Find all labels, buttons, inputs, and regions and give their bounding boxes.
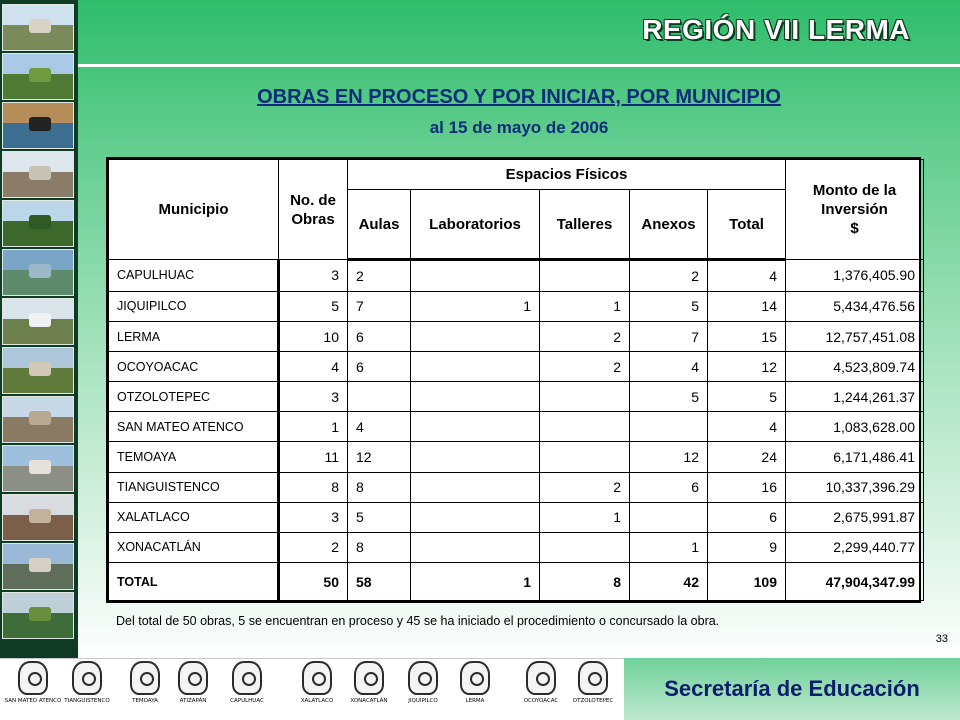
cell-municipio-total: TOTAL [109, 563, 279, 601]
logo-label: JIQUIPILCO [408, 698, 438, 704]
cell-talleres [540, 382, 630, 412]
secretaria-label: Secretaría de Educación [624, 658, 960, 720]
cell-anexos: 5 [630, 291, 708, 321]
logo-ocoyoacac [512, 661, 570, 717]
cell-talleres: 2 [540, 352, 630, 382]
cell-aulas: 8 [348, 532, 411, 562]
logo-label: LERMA [465, 698, 485, 704]
cell-total: 24 [708, 442, 786, 472]
cell-laboratorios [411, 322, 540, 352]
cell-talleres [540, 412, 630, 442]
cell-obras: 8 [279, 472, 348, 502]
logo-otzolotepec [564, 661, 622, 717]
header-divider [78, 64, 960, 67]
logo-label: XALATLACO [300, 698, 334, 704]
cell-monto-total: 47,904,347.99 [786, 563, 924, 601]
cell-monto: 5,434,476.56 [786, 291, 924, 321]
cell-obras: 4 [279, 352, 348, 382]
jiquipilco-glyph-icon [408, 661, 438, 695]
header-laboratorios: Laboratorios [411, 190, 540, 260]
cell-aulas: 12 [348, 442, 411, 472]
cell-total: 4 [708, 412, 786, 442]
logo-capulhuac [218, 661, 276, 717]
cell-municipio: TIANGUISTENCO [109, 472, 279, 502]
header-monto-currency: $ [850, 220, 859, 237]
region-title: REGIÓN VII LERMA [642, 14, 910, 45]
slide-title: OBRAS EN PROCESO Y POR INICIAR, POR MUNICIPIO [257, 86, 781, 108]
cell-municipio: XALATLACO [109, 502, 279, 532]
cell-laboratorios-total: 1 [411, 563, 540, 601]
cell-anexos: 6 [630, 472, 708, 502]
cell-obras: 1 [279, 412, 348, 442]
photo-landscape [2, 4, 74, 51]
header-municipio: Municipio [109, 160, 279, 260]
photo-landscape [2, 298, 74, 345]
logo-lerma [446, 661, 504, 717]
cell-obras: 10 [279, 322, 348, 352]
table-row [109, 291, 924, 321]
photo-landscape [2, 494, 74, 541]
cell-anexos-total: 42 [630, 563, 708, 601]
photo-landscape [2, 249, 74, 296]
header-monto [786, 160, 924, 260]
cell-municipio: CAPULHUAC [109, 260, 279, 292]
logo-label: XONACATLÁN [350, 698, 388, 704]
photo-landscape [2, 445, 74, 492]
cell-total: 16 [708, 472, 786, 502]
logo-label: OCOYOACAC [523, 698, 559, 704]
cell-aulas: 6 [348, 352, 411, 382]
cell-municipio: SAN MATEO ATENCO [109, 412, 279, 442]
logo-label: OTZOLOTEPEC [572, 698, 614, 704]
photo-strip [0, 0, 78, 658]
logo-label: ATIZAPÁN [179, 698, 207, 704]
logo-label: CAPULHUAC [230, 698, 264, 704]
table-row [109, 412, 924, 442]
cell-municipio: JIQUIPILCO [109, 291, 279, 321]
obras-table [106, 157, 921, 603]
cell-obras: 5 [279, 291, 348, 321]
lerma-glyph-icon [460, 661, 490, 695]
cell-total: 15 [708, 322, 786, 352]
cell-obras: 3 [279, 502, 348, 532]
header-obras: No. de Obras [279, 160, 348, 260]
cell-monto: 12,757,451.08 [786, 322, 924, 352]
cell-anexos: 2 [630, 260, 708, 292]
table-row [109, 260, 924, 292]
logo-label: TEMOAYA [132, 698, 158, 704]
cell-aulas [348, 382, 411, 412]
table-row [109, 472, 924, 502]
cell-monto: 4,523,809.74 [786, 352, 924, 382]
cell-talleres [540, 260, 630, 292]
cell-total: 12 [708, 352, 786, 382]
cell-talleres: 2 [540, 322, 630, 352]
header-espacios: Espacios Físicos [348, 160, 786, 190]
cell-laboratorios [411, 352, 540, 382]
cell-municipio: XONACATLÁN [109, 532, 279, 562]
cell-monto: 1,083,628.00 [786, 412, 924, 442]
cell-laboratorios: 1 [411, 291, 540, 321]
cell-laboratorios [411, 260, 540, 292]
cell-anexos: 12 [630, 442, 708, 472]
cell-aulas-total: 58 [348, 563, 411, 601]
xalatlaco-glyph-icon [302, 661, 332, 695]
photo-landscape [2, 592, 74, 639]
cell-aulas: 5 [348, 502, 411, 532]
tianguistenco-glyph-icon [72, 661, 102, 695]
table-row [109, 322, 924, 352]
table-row [109, 352, 924, 382]
cell-municipio: TEMOAYA [109, 442, 279, 472]
cell-obras: 3 [279, 382, 348, 412]
cell-aulas: 6 [348, 322, 411, 352]
table-row [109, 532, 924, 562]
logo-tianguistenco [58, 661, 116, 717]
ocoyoacac-glyph-icon [526, 661, 556, 695]
table-row [109, 502, 924, 532]
photo-landscape [2, 396, 74, 443]
cell-obras: 3 [279, 260, 348, 292]
cell-obras-total: 50 [279, 563, 348, 601]
logo-atizapan [164, 661, 222, 717]
cell-monto: 6,171,486.41 [786, 442, 924, 472]
cell-obras: 2 [279, 532, 348, 562]
cell-monto: 1,244,261.37 [786, 382, 924, 412]
cell-monto: 1,376,405.90 [786, 260, 924, 292]
cell-talleres: 1 [540, 291, 630, 321]
photo-landscape [2, 102, 74, 149]
photo-landscape [2, 200, 74, 247]
obras-table-grid [108, 159, 924, 601]
temoaya-glyph-icon [130, 661, 160, 695]
cell-talleres [540, 532, 630, 562]
photo-landscape [2, 53, 74, 100]
cell-total: 5 [708, 382, 786, 412]
cell-total-total: 109 [708, 563, 786, 601]
cell-laboratorios [411, 472, 540, 502]
header-total: Total [708, 190, 786, 260]
atizapan-glyph-icon [178, 661, 208, 695]
footnote: Del total de 50 obras, 5 se encuentran en proceso y 45 se ha iniciado el procedimiento o concursado la obra. [116, 614, 720, 628]
cell-anexos: 4 [630, 352, 708, 382]
table-row [109, 382, 924, 412]
capulhuac-glyph-icon [232, 661, 262, 695]
cell-monto: 2,299,440.77 [786, 532, 924, 562]
cell-aulas: 4 [348, 412, 411, 442]
cell-municipio: OTZOLOTEPEC [109, 382, 279, 412]
cell-total: 4 [708, 260, 786, 292]
header-talleres: Talleres [540, 190, 630, 260]
cell-laboratorios [411, 382, 540, 412]
table-total-row [109, 563, 924, 601]
cell-anexos [630, 412, 708, 442]
cell-municipio: LERMA [109, 322, 279, 352]
logo-xalatlaco [288, 661, 346, 717]
header-aulas: Aulas [348, 190, 411, 260]
cell-aulas: 7 [348, 291, 411, 321]
cell-total: 6 [708, 502, 786, 532]
header-monto-label: Monto de la Inversión [812, 182, 897, 218]
cell-anexos: 5 [630, 382, 708, 412]
san-mateo-atenco-glyph-icon [18, 661, 48, 695]
cell-aulas: 2 [348, 260, 411, 292]
photo-landscape [2, 543, 74, 590]
cell-talleres: 2 [540, 472, 630, 502]
cell-laboratorios [411, 532, 540, 562]
logo-label: SAN MATEO ATENCO [4, 698, 62, 704]
cell-laboratorios [411, 412, 540, 442]
logo-xonacatlan [340, 661, 398, 717]
cell-monto: 10,337,396.29 [786, 472, 924, 502]
cell-talleres: 1 [540, 502, 630, 532]
cell-total: 9 [708, 532, 786, 562]
cell-aulas: 8 [348, 472, 411, 502]
cell-municipio: OCOYOACAC [109, 352, 279, 382]
cell-anexos: 7 [630, 322, 708, 352]
cell-laboratorios [411, 502, 540, 532]
cell-talleres-total: 8 [540, 563, 630, 601]
otzolotepec-glyph-icon [578, 661, 608, 695]
header-anexos: Anexos [630, 190, 708, 260]
slide-subtitle: al 15 de mayo de 2006 [429, 118, 609, 137]
cell-obras: 11 [279, 442, 348, 472]
cell-laboratorios [411, 442, 540, 472]
cell-talleres [540, 442, 630, 472]
page-number: 33 [935, 633, 948, 645]
logo-label: TIANGUISTENCO [64, 698, 110, 704]
cell-anexos [630, 502, 708, 532]
table-row [109, 442, 924, 472]
cell-total: 14 [708, 291, 786, 321]
cell-anexos: 1 [630, 532, 708, 562]
photo-landscape [2, 347, 74, 394]
logo-jiquipilco [394, 661, 452, 717]
logo-san-mateo-atenco [4, 661, 62, 717]
xonacatlan-glyph-icon [354, 661, 384, 695]
photo-landscape [2, 151, 74, 198]
cell-monto: 2,675,991.87 [786, 502, 924, 532]
